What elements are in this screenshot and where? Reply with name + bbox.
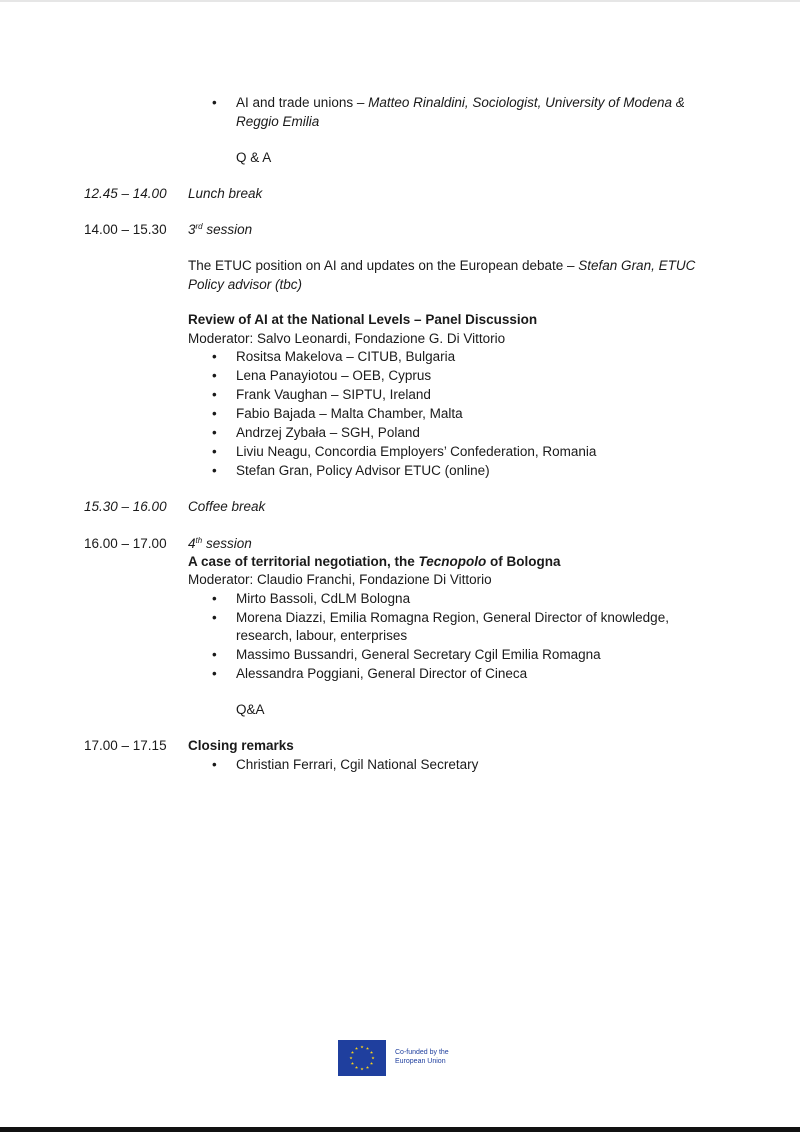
speaker-item: Alessandra Poggiani, General Director of Cineca — [236, 666, 528, 681]
qa-label: Q & A — [236, 150, 272, 165]
eu-star-icon — [366, 1066, 369, 1069]
bullet: • — [212, 368, 217, 383]
eu-cofunded-logo — [338, 1040, 478, 1076]
closing-remarks-label: Closing remarks — [188, 738, 294, 753]
etuc-talk-continued: Policy advisor (tbc) — [188, 277, 303, 292]
eu-star-icon — [360, 1045, 363, 1048]
panelist-item: Liviu Neagu, Concordia Employers’ Confederation, Romania — [236, 444, 597, 459]
panel-title: Review of AI at the National Levels – Panel Discussion — [188, 312, 538, 327]
session-3-label: 3rd session — [188, 222, 253, 237]
eu-star-icon — [360, 1067, 363, 1070]
bullet: • — [212, 349, 217, 364]
session-4-title: A case of territorial negotiation, the Tecnopolo of Bologna — [188, 554, 561, 569]
bullet: • — [212, 757, 217, 772]
bullet: • — [212, 95, 217, 110]
speaker-item: Morena Diazzi, Emilia Romagna Region, General Director of knowledge, — [236, 610, 669, 625]
item-title: AI and trade unions – — [236, 95, 369, 110]
panelist-item: Rositsa Makelova – CITUB, Bulgaria — [236, 349, 456, 364]
agenda-item-ai-trade-unions — [236, 93, 685, 112]
eu-star-icon — [366, 1047, 369, 1050]
panelist-item: Frank Vaughan – SIPTU, Ireland — [236, 387, 431, 402]
time-coffee: 15.30 – 16.00 — [84, 499, 167, 514]
speaker: Matteo Rinaldini, Sociologist, University of Modena & — [368, 95, 685, 110]
bullet: • — [212, 444, 217, 459]
bullet: • — [212, 610, 217, 625]
top-border — [0, 0, 800, 2]
panelist-item: Fabio Bajada – Malta Chamber, Malta — [236, 406, 463, 421]
eu-star-icon — [351, 1051, 354, 1054]
speaker-item: Mirto Bassoli, CdLM Bologna — [236, 591, 411, 606]
time-session-4: 16.00 – 17.00 — [84, 536, 167, 551]
closing-speaker: Christian Ferrari, Cgil National Secretary — [236, 757, 479, 772]
session-4-label: 4th session — [188, 536, 252, 551]
bullet: • — [212, 666, 217, 681]
eu-star-icon — [349, 1056, 352, 1059]
eu-cofunded-text: Co-funded by the European Union — [395, 1049, 449, 1065]
eu-star-icon — [370, 1062, 373, 1065]
time-lunch: 12.45 – 14.00 — [84, 186, 167, 201]
bullet: • — [212, 425, 217, 440]
panel-moderator: Moderator: Salvo Leonardi, Fondazione G. Di Vittorio — [188, 331, 506, 346]
speaker-continued: research, labour, enterprises — [236, 628, 408, 643]
coffee-break-label: Coffee break — [188, 499, 266, 514]
panelist-item: Stefan Gran, Policy Advisor ETUC (online) — [236, 463, 490, 478]
lunch-break-label: Lunch break — [188, 186, 263, 201]
qa-label: Q&A — [236, 702, 265, 717]
bullet: • — [212, 647, 217, 662]
eu-star-icon — [355, 1047, 358, 1050]
panelist-item: Lena Panayiotou – OEB, Cyprus — [236, 368, 432, 383]
session-4-moderator: Moderator: Claudio Franchi, Fondazione Di Vittorio — [188, 572, 492, 587]
time-closing: 17.00 – 17.15 — [84, 738, 167, 753]
eu-star-icon — [371, 1056, 374, 1059]
etuc-talk: The ETUC position on AI and updates on the European debate – Stefan Gran, ETUC — [188, 258, 696, 273]
time-session-3: 14.00 – 15.30 — [84, 222, 167, 237]
bottom-bar — [0, 1127, 800, 1132]
eu-flag-icon — [338, 1040, 386, 1076]
eu-star-icon — [351, 1062, 354, 1065]
bullet: • — [212, 463, 217, 478]
eu-star-icon — [355, 1066, 358, 1069]
eu-star-icon — [370, 1051, 373, 1054]
speaker-continued: Reggio Emilia — [236, 114, 320, 129]
panelist-item: Andrzej Zybała – SGH, Poland — [236, 425, 420, 440]
bullet: • — [212, 387, 217, 402]
bullet: • — [212, 591, 217, 606]
bullet: • — [212, 406, 217, 421]
speaker-item: Massimo Bussandri, General Secretary Cgil Emilia Romagna — [236, 647, 601, 662]
